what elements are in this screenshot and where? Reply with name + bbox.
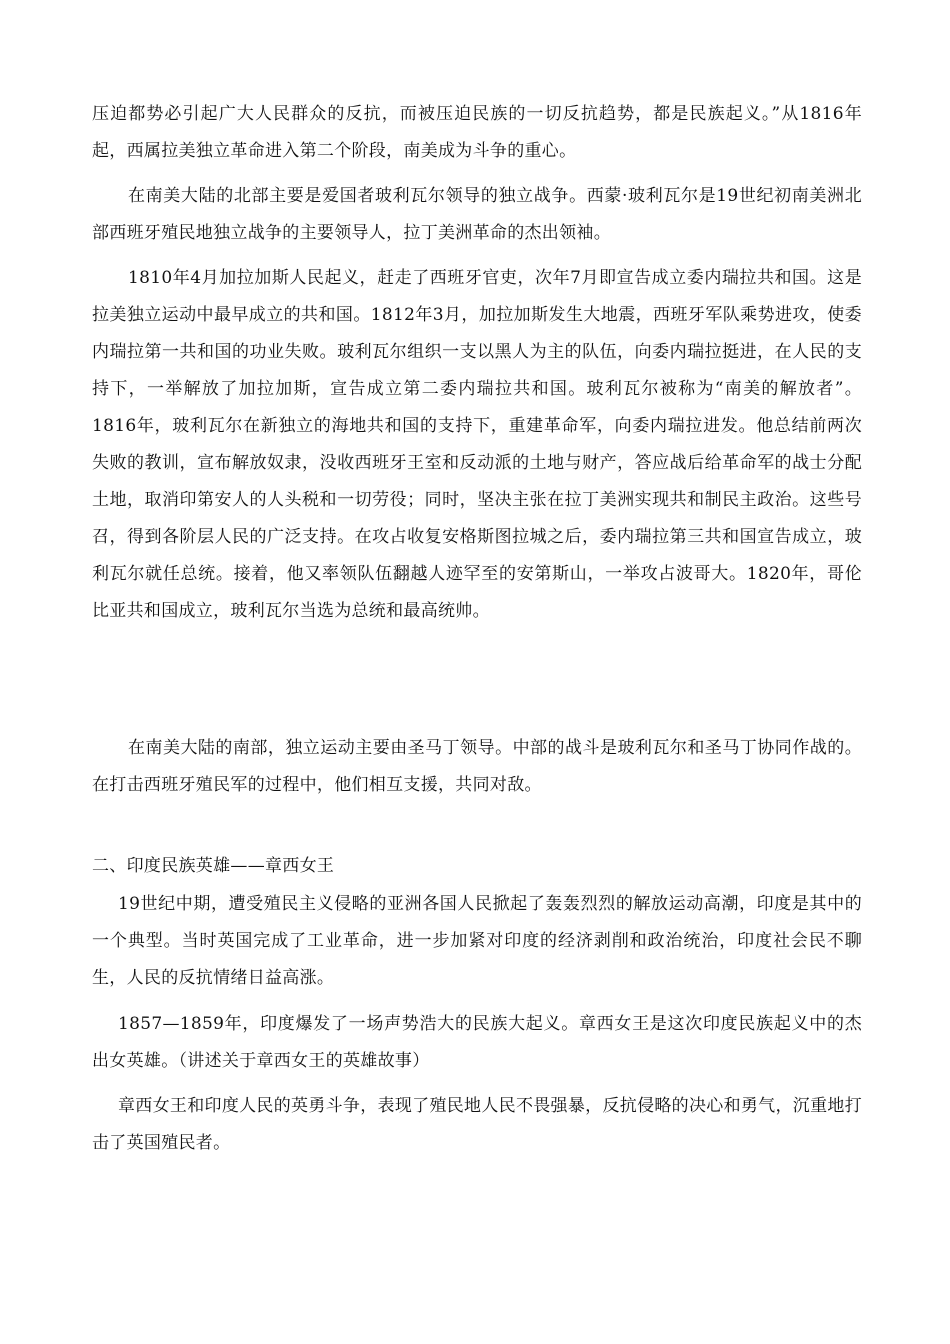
paragraph-san-martin: 在南美大陆的南部，独立运动主要由圣马丁领导。中部的战斗是玻利瓦尔和圣马丁协同作战的。在打击西班牙殖民军的过程中，他们相互支援，共同对敌。 bbox=[92, 738, 862, 795]
paragraph-continuation: 压迫都势必引起广大人民群众的反抗，而被压迫民族的一切反抗趋势，都是民族起义。”从1816年起，西属拉美独立革命进入第二个阶段，南美成为斗争的重心。 bbox=[92, 104, 862, 161]
section-heading-india: 二、印度民族英雄——章西女王 bbox=[92, 856, 335, 876]
paragraph-india-uprising: 1857—1859年，印度爆发了一场声势浩大的民族大起义。章西女王是这次印度民族起义中的杰出女英雄。（讲述关于章西女王的英雄故事） bbox=[92, 1014, 862, 1071]
paragraph-bolivar-intro: 在南美大陆的北部主要是爱国者玻利瓦尔领导的独立战争。西蒙·玻利瓦尔是19世纪初南美洲北部西班牙殖民地独立战争的主要领导人，拉丁美洲革命的杰出领袖。 bbox=[92, 186, 862, 243]
paragraph-venezuela-history: 1810年4月加拉加斯人民起义，赶走了西班牙官吏，次年7月即宣告成立委内瑞拉共和国。这是拉美独立运动中最早成立的共和国。1812年3月，加拉加斯发生大地震，西班牙军队乘势进攻，使委内瑞拉第一共和国的功业失败。玻利瓦尔组织一支以黑人为主的队伍，向委内瑞拉挺进，在人民的支持下，一举解放了加拉加斯，宣告成立第二委内瑞拉共和国。玻利瓦尔被称为“南美的解放者”。1816年，玻利瓦尔在新独立的海地共和国的支持下，重建革命军，向委内瑞拉进发。他总结前两次失败的教训，宣布解放奴隶，没收西班牙王室和反动派的土地与财产，答应战后给革命军的战士分配土地，取消印第安人的人头税和一切劳役；同时，坚决主张在拉丁美洲实现共和制民主政治。这些号召，得到各阶层人民的广泛支持。在攻占收复安格斯图拉城之后，委内瑞拉第三共和国宣告成立，玻利瓦尔就任总统。接着，他又率领队伍翻越人迹罕至的安第斯山，一举攻占波哥大。1820年，哥伦比亚共和国成立，玻利瓦尔当选为总统和最高统帅。 bbox=[92, 268, 862, 621]
paragraph-india-context: 19世纪中期，遭受殖民主义侵略的亚洲各国人民掀起了轰轰烈烈的解放运动高潮，印度是其中的一个典型。当时英国完成了工业革命，进一步加紧对印度的经济剥削和政治统治，印度社会民不聊生，人民的反抗情绪日益高涨。 bbox=[92, 894, 862, 988]
paragraph-rani-conclusion: 章西女王和印度人民的英勇斗争，表现了殖民地人民不畏强暴，反抗侵略的决心和勇气，沉重地打击了英国殖民者。 bbox=[92, 1096, 862, 1153]
